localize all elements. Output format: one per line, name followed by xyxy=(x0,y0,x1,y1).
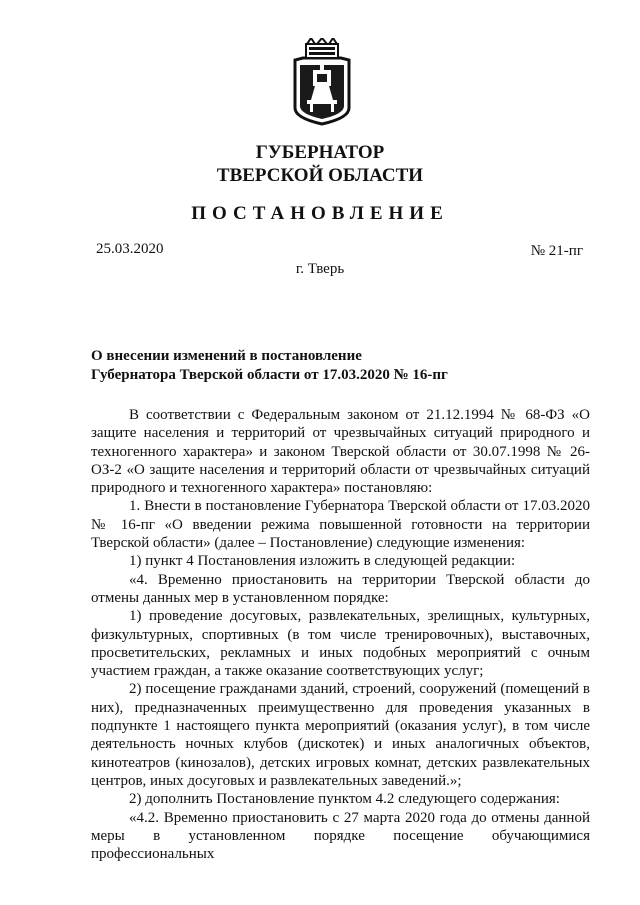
body-paragraph: 1) проведение досуговых, развлекательных, зрелищных, культурных, физкультурных, спортивных (в том числе тренировочных), выставочных, просветительских, рекламных и иных подобных мероприятий с очным участием граждан, а также оказание соответствующих услуг; xyxy=(91,608,590,680)
document-number: № 21-пг xyxy=(530,243,583,259)
body-paragraph: В соответствии с Федеральным законом от 21.12.1994 № 68-ФЗ «О защите населения и территорий от чрезвычайных ситуаций природного и техногенного характера» и законом Тверской области от 30.07.1998 № 26-ОЗ-2 «О защите населения и территорий области от чрезвычайных ситуаций природного и техногенного характера» постановляю: xyxy=(91,407,590,497)
issuer-line-2: ТВЕРСКОЙ ОБЛАСТИ xyxy=(216,165,424,186)
document-type: ПОСТАНОВЛЕНИЕ xyxy=(191,203,449,224)
issuer-title xyxy=(0,141,640,187)
coat-of-arms-icon xyxy=(293,38,351,126)
document-body xyxy=(91,406,590,863)
body-paragraph: «4. Временно приостановить на территории Тверской области до отмены данных мер в установленном порядке: xyxy=(91,571,590,606)
subject-line-2: Губернатора Тверской области от 17.03.2020 № 16-пг xyxy=(91,367,448,383)
document-subject xyxy=(91,347,448,385)
body-paragraph: «4.2. Временно приостановить с 27 марта 2020 года до отмены данной меры в установленном порядке посещение обучающимися профессиональных xyxy=(91,809,590,863)
issuer-line-1: ГУБЕРНАТОР xyxy=(255,142,385,163)
subject-line-1: О внесении изменений в постановление xyxy=(91,348,362,364)
document-city: г. Тверь xyxy=(295,261,345,277)
document-date: 25.03.2020 xyxy=(96,241,164,257)
body-paragraph: 1) пункт 4 Постановления изложить в следующей редакции: xyxy=(129,553,516,570)
body-paragraph: 1. Внести в постановление Губернатора Тверской области от 17.03.2020 № 16-пг «О введении режима повышенной готовности на территории Тверской области» (далее – Постановление) следующие изменения: xyxy=(91,498,590,552)
body-paragraph: 2) посещение гражданами зданий, строений, сооружений (помещений в них), предназначенных преимущественно для проведения указанных в подпункте 1 настоящего пункта мероприятий (оказания услуг), в том числе деятельность ночных клубов (дискотек) и иных аналогичных объектов, кинотеатров (кинозалов), детских игровых комнат, детских развлекательных центров, иных досуговых и развлекательных заведений.»; xyxy=(91,681,590,789)
body-paragraph: 2) дополнить Постановление пунктом 4.2 следующего содержания: xyxy=(129,791,560,808)
